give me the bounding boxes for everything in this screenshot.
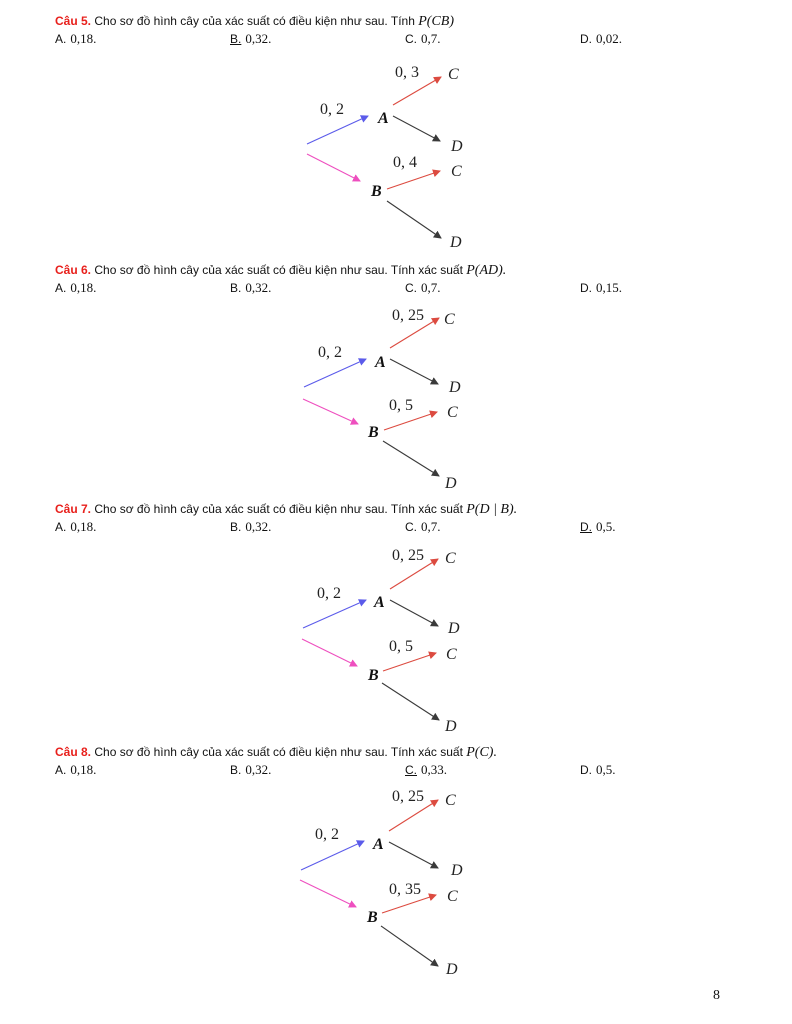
leaf-c-upper: C — [445, 792, 456, 809]
question-text: Cho sơ đồ hình cây của xác suất có điều kiện như sau. Tính xác suất — [91, 745, 467, 759]
edge-root-b — [303, 399, 358, 424]
question-math: P(C). — [466, 745, 497, 760]
leaf-d-upper: D — [451, 862, 463, 879]
question-stem — [55, 743, 755, 761]
edge-a-d — [390, 359, 438, 384]
edge-root-a — [303, 600, 366, 628]
option-b[interactable]: B. 0,32. — [230, 762, 272, 777]
edge-root-a — [307, 116, 368, 144]
prob-bc-label: 0, 35 — [389, 881, 421, 898]
leaf-c-upper: C — [445, 550, 456, 567]
question-number: Câu 8. — [55, 745, 92, 759]
probability-tree-8 — [290, 782, 480, 982]
prob-a-label: 0, 2 — [317, 585, 341, 602]
leaf-c-upper: C — [444, 311, 455, 328]
question-number: Câu 6. — [55, 263, 92, 277]
prob-a-label: 0, 2 — [320, 101, 344, 118]
edge-b-c — [384, 412, 437, 430]
option-a[interactable]: A. 0,18. — [55, 280, 97, 295]
question-stem — [55, 500, 755, 518]
option-c[interactable]: C. 0,7. — [405, 31, 441, 46]
edge-b-d — [383, 441, 439, 476]
prob-a-label: 0, 2 — [318, 344, 342, 361]
edge-a-d — [393, 116, 440, 141]
edge-root-a — [304, 359, 366, 387]
leaf-c-lower: C — [451, 163, 462, 180]
prob-a-label: 0, 2 — [315, 826, 339, 843]
leaf-c-upper: C — [448, 66, 459, 83]
question-number: Câu 7. — [55, 502, 92, 516]
question-6 — [55, 261, 755, 297]
leaf-d-upper: D — [449, 379, 461, 396]
leaf-d-upper: D — [448, 620, 460, 637]
option-d[interactable]: D. 0,5. — [580, 762, 616, 777]
edge-a-d — [390, 600, 438, 626]
edge-b-c — [387, 171, 440, 189]
option-c[interactable]: C. 0,7. — [405, 280, 441, 295]
probability-tree-7 — [290, 540, 480, 740]
edge-root-b — [307, 154, 360, 181]
question-7 — [55, 500, 755, 536]
edge-a-c — [393, 77, 441, 105]
option-d[interactable]: D. 0,02. — [580, 31, 622, 46]
edge-root-b — [302, 639, 357, 666]
leaf-c-lower: C — [447, 404, 458, 421]
answer-options — [55, 518, 755, 536]
node-b: B — [367, 909, 378, 926]
option-b[interactable]: B. 0,32. — [230, 280, 272, 295]
leaf-d-lower: D — [450, 234, 462, 251]
edge-a-d — [389, 842, 438, 868]
question-math: P(AD). — [466, 263, 507, 278]
prob-ac-label: 0, 25 — [392, 788, 424, 805]
edge-b-d — [387, 201, 441, 238]
node-a: A — [373, 836, 384, 853]
leaf-d-lower: D — [446, 961, 458, 978]
option-a[interactable]: A. 0,18. — [55, 31, 97, 46]
probability-tree-6 — [290, 300, 480, 500]
question-stem — [55, 261, 755, 279]
leaf-c-lower: C — [447, 888, 458, 905]
probability-tree-5 — [290, 55, 480, 255]
leaf-d-lower: D — [445, 718, 457, 735]
question-number: Câu 5. — [55, 14, 92, 28]
question-math: P(D | B). — [466, 502, 518, 517]
edge-b-d — [381, 926, 438, 966]
question-8 — [55, 743, 755, 779]
question-text: Cho sơ đồ hình cây của xác suất có điều kiện như sau. Tính — [91, 14, 419, 28]
prob-bc-label: 0, 5 — [389, 638, 413, 655]
option-b[interactable]: B. 0,32. — [230, 31, 272, 46]
answer-options — [55, 279, 755, 297]
node-b: B — [368, 424, 379, 441]
question-math: P(CB) — [418, 14, 454, 29]
node-a: A — [374, 594, 385, 611]
option-d[interactable]: D. 0,5. — [580, 519, 616, 534]
option-b[interactable]: B. 0,32. — [230, 519, 272, 534]
prob-bc-label: 0, 4 — [393, 154, 417, 171]
edge-b-c — [383, 653, 436, 671]
option-c[interactable]: C. 0,33. — [405, 762, 447, 777]
leaf-c-lower: C — [446, 646, 457, 663]
edge-root-a — [301, 841, 364, 870]
question-text: Cho sơ đồ hình cây của xác suất có điều kiện như sau. Tính xác suất — [91, 502, 467, 516]
option-d[interactable]: D. 0,15. — [580, 280, 622, 295]
option-a[interactable]: A. 0,18. — [55, 762, 97, 777]
prob-ac-label: 0, 25 — [392, 307, 424, 324]
question-5 — [55, 12, 755, 48]
edge-b-d — [382, 683, 439, 720]
prob-bc-label: 0, 5 — [389, 397, 413, 414]
leaf-d-upper: D — [451, 138, 463, 155]
prob-ac-label: 0, 25 — [392, 547, 424, 564]
option-a[interactable]: A. 0,18. — [55, 519, 97, 534]
node-a: A — [375, 354, 386, 371]
edge-root-b — [300, 880, 356, 907]
question-text: Cho sơ đồ hình cây của xác suất có điều kiện như sau. Tính xác suất — [91, 263, 467, 277]
answer-options — [55, 30, 755, 48]
node-b: B — [371, 183, 382, 200]
page-number: 8 — [713, 988, 720, 1003]
answer-options — [55, 761, 755, 779]
node-b: B — [368, 667, 379, 684]
node-a: A — [378, 110, 389, 127]
prob-ac-label: 0, 3 — [395, 64, 419, 81]
question-stem — [55, 12, 755, 30]
leaf-d-lower: D — [445, 475, 457, 492]
option-c[interactable]: C. 0,7. — [405, 519, 441, 534]
